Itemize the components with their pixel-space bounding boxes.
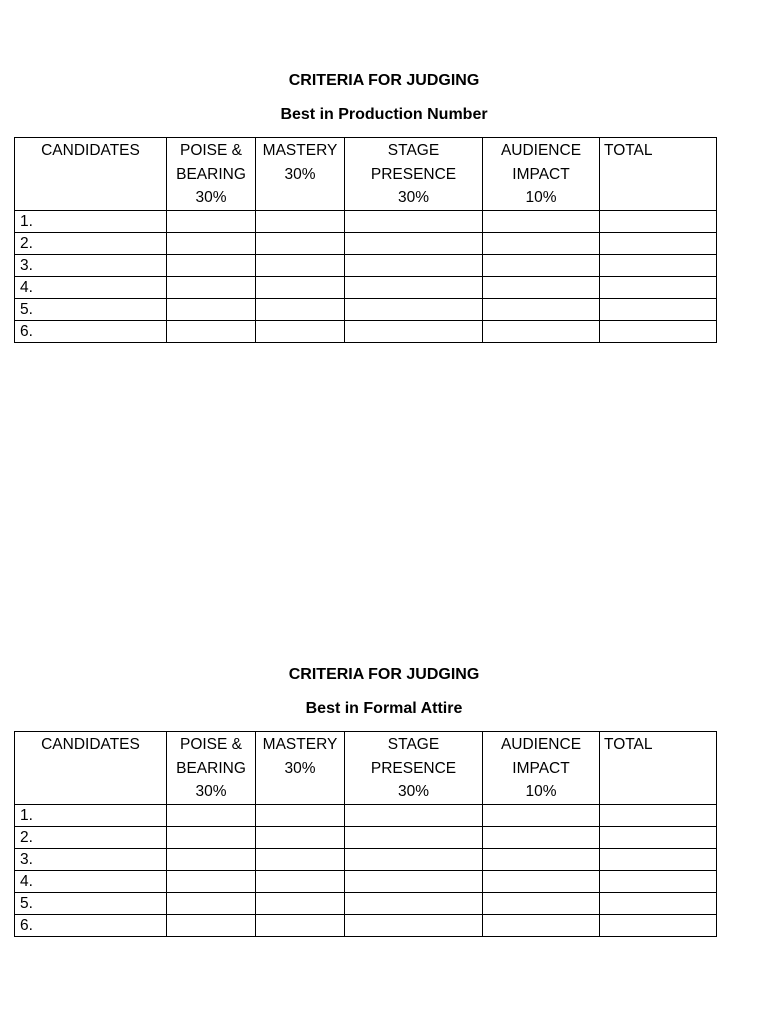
- column-header-candidates: CANDIDATES: [15, 138, 167, 211]
- table-row: [15, 892, 717, 914]
- score-cell-audience-impact[interactable]: [483, 804, 600, 826]
- score-cell-mastery[interactable]: [256, 298, 345, 320]
- score-cell-total[interactable]: [600, 210, 717, 232]
- table-row: [15, 914, 717, 936]
- score-cell-total[interactable]: [600, 848, 717, 870]
- score-cell-mastery[interactable]: [256, 914, 345, 936]
- candidate-number: 6.: [15, 320, 167, 342]
- score-cell-stage-presence[interactable]: [345, 232, 483, 254]
- score-cell-audience-impact[interactable]: [483, 298, 600, 320]
- score-cell-poise[interactable]: [167, 276, 256, 298]
- criteria-heading: CRITERIA FOR JUDGING: [288, 666, 480, 683]
- column-header-mastery: MASTERY 30%: [256, 732, 345, 805]
- score-cell-total[interactable]: [600, 804, 717, 826]
- table-row: [15, 232, 717, 254]
- score-cell-audience-impact[interactable]: [483, 826, 600, 848]
- score-cell-total[interactable]: [600, 826, 717, 848]
- candidate-number: 6.: [15, 914, 167, 936]
- score-cell-audience-impact[interactable]: [483, 254, 600, 276]
- column-header-poise-bearing: POISE & BEARING 30%: [167, 732, 256, 805]
- score-cell-poise[interactable]: [167, 848, 256, 870]
- score-table: [14, 137, 717, 343]
- candidate-number: 4.: [15, 276, 167, 298]
- candidate-number: 2.: [15, 826, 167, 848]
- judging-section-production-number: [0, 70, 768, 340]
- score-cell-total[interactable]: [600, 892, 717, 914]
- score-cell-total[interactable]: [600, 232, 717, 254]
- header-row: [15, 138, 717, 211]
- score-cell-total[interactable]: [600, 914, 717, 936]
- column-header-poise-bearing: POISE & BEARING 30%: [167, 138, 256, 211]
- header-row: [15, 732, 717, 805]
- candidate-number: 5.: [15, 298, 167, 320]
- score-cell-stage-presence[interactable]: [345, 298, 483, 320]
- score-cell-stage-presence[interactable]: [345, 254, 483, 276]
- column-header-total: TOTAL: [600, 732, 717, 805]
- score-cell-stage-presence[interactable]: [345, 804, 483, 826]
- score-cell-total[interactable]: [600, 276, 717, 298]
- score-cell-audience-impact[interactable]: [483, 914, 600, 936]
- candidate-number: 1.: [15, 804, 167, 826]
- score-cell-total[interactable]: [600, 320, 717, 342]
- candidate-number: 5.: [15, 892, 167, 914]
- score-cell-poise[interactable]: [167, 232, 256, 254]
- score-cell-mastery[interactable]: [256, 232, 345, 254]
- column-header-mastery: MASTERY 30%: [256, 138, 345, 211]
- table-row: [15, 870, 717, 892]
- category-title: Best in Production Number: [280, 106, 488, 123]
- score-cell-poise[interactable]: [167, 804, 256, 826]
- score-cell-mastery[interactable]: [256, 804, 345, 826]
- score-cell-audience-impact[interactable]: [483, 320, 600, 342]
- score-cell-stage-presence[interactable]: [345, 210, 483, 232]
- score-cell-poise[interactable]: [167, 254, 256, 276]
- score-cell-mastery[interactable]: [256, 276, 345, 298]
- score-table: [14, 731, 717, 937]
- judging-section-formal-attire: [0, 664, 768, 934]
- score-cell-poise[interactable]: [167, 210, 256, 232]
- table-row: [15, 826, 717, 848]
- column-header-candidates: CANDIDATES: [15, 732, 167, 805]
- score-cell-total[interactable]: [600, 870, 717, 892]
- score-cell-audience-impact[interactable]: [483, 848, 600, 870]
- score-cell-poise[interactable]: [167, 914, 256, 936]
- score-cell-stage-presence[interactable]: [345, 914, 483, 936]
- score-cell-stage-presence[interactable]: [345, 870, 483, 892]
- column-header-total: TOTAL: [600, 138, 717, 211]
- table-row: [15, 848, 717, 870]
- score-cell-poise[interactable]: [167, 298, 256, 320]
- score-cell-mastery[interactable]: [256, 826, 345, 848]
- score-cell-mastery[interactable]: [256, 210, 345, 232]
- score-cell-poise[interactable]: [167, 870, 256, 892]
- score-cell-poise[interactable]: [167, 826, 256, 848]
- score-cell-mastery[interactable]: [256, 848, 345, 870]
- score-cell-mastery[interactable]: [256, 892, 345, 914]
- column-header-stage-presence: STAGE PRESENCE 30%: [345, 138, 483, 211]
- column-header-audience-impact: AUDIENCE IMPACT 10%: [483, 138, 600, 211]
- score-cell-audience-impact[interactable]: [483, 276, 600, 298]
- score-cell-total[interactable]: [600, 254, 717, 276]
- candidate-number: 4.: [15, 870, 167, 892]
- candidate-number: 3.: [15, 254, 167, 276]
- score-cell-mastery[interactable]: [256, 254, 345, 276]
- score-cell-audience-impact[interactable]: [483, 892, 600, 914]
- score-cell-audience-impact[interactable]: [483, 232, 600, 254]
- score-cell-stage-presence[interactable]: [345, 320, 483, 342]
- criteria-heading: CRITERIA FOR JUDGING: [288, 72, 480, 89]
- candidate-number: 1.: [15, 210, 167, 232]
- score-cell-poise[interactable]: [167, 892, 256, 914]
- candidate-number: 2.: [15, 232, 167, 254]
- score-cell-stage-presence[interactable]: [345, 892, 483, 914]
- table-row: [15, 254, 717, 276]
- score-cell-audience-impact[interactable]: [483, 870, 600, 892]
- table-row: [15, 804, 717, 826]
- column-header-audience-impact: AUDIENCE IMPACT 10%: [483, 732, 600, 805]
- score-cell-mastery[interactable]: [256, 320, 345, 342]
- score-cell-mastery[interactable]: [256, 870, 345, 892]
- table-row: [15, 210, 717, 232]
- table-row: [15, 320, 717, 342]
- score-cell-poise[interactable]: [167, 320, 256, 342]
- score-cell-stage-presence[interactable]: [345, 826, 483, 848]
- score-cell-total[interactable]: [600, 298, 717, 320]
- score-cell-audience-impact[interactable]: [483, 210, 600, 232]
- score-cell-stage-presence[interactable]: [345, 276, 483, 298]
- column-header-stage-presence: STAGE PRESENCE 30%: [345, 732, 483, 805]
- candidate-number: 3.: [15, 848, 167, 870]
- category-title: Best in Formal Attire: [305, 700, 463, 717]
- table-row: [15, 276, 717, 298]
- table-row: [15, 298, 717, 320]
- score-cell-stage-presence[interactable]: [345, 848, 483, 870]
